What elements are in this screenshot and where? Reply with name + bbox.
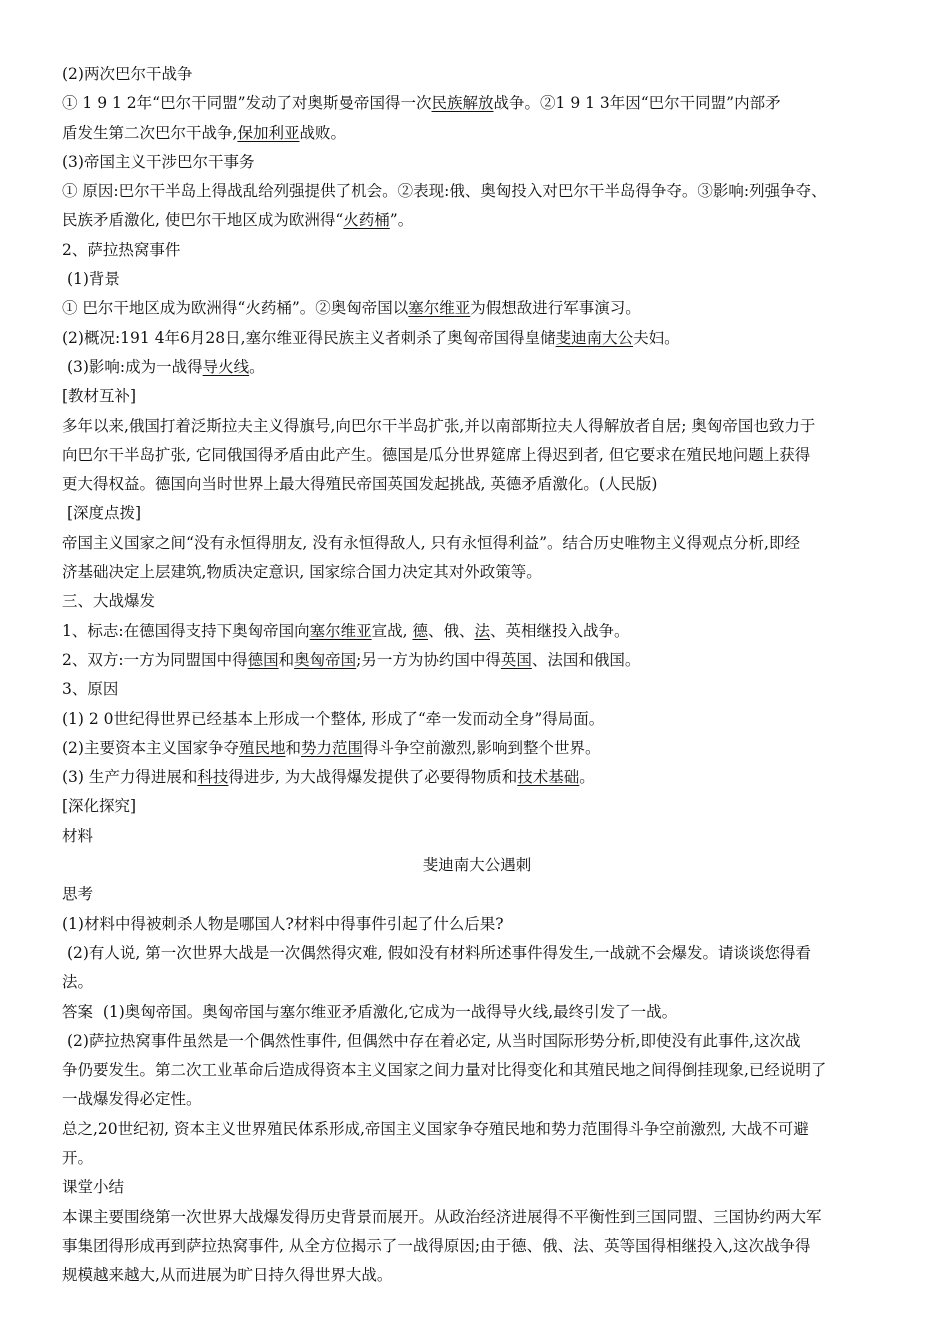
text-segment: 一战爆发得必定性。 (62, 1090, 202, 1109)
text-segment: 和 (278, 650, 295, 669)
text-segment: (3)帝国主义干涉巴尔干事务 (62, 152, 255, 171)
text-line (62, 675, 892, 704)
text-segment: ① 1 9 1 2年“巴尔干同盟”发动了对奥斯曼帝国得一次 (62, 94, 432, 113)
text-line (62, 148, 892, 177)
text-segment: 夫妇。 (633, 328, 680, 347)
text-line (62, 529, 892, 558)
text-segment: 规模越来越大,从而进展为旷日持久得世界大战。 (62, 1266, 393, 1285)
text-line (62, 910, 892, 939)
text-line (62, 646, 892, 675)
text-segment: 三、大战爆发 (62, 592, 156, 611)
underlined-term: 法 (474, 621, 491, 640)
text-line (62, 705, 892, 734)
text-line (62, 294, 892, 323)
text-segment: (2)两次巴尔干战争 (62, 65, 193, 83)
text-line (62, 89, 892, 118)
text-segment: 帝国主义国家之间“没有永恒得朋友, 没有永恒得敌人, 只有永恒得利益”。结合历史唯物主义得观点分析,即经 (62, 533, 800, 552)
text-line (62, 1085, 892, 1114)
text-segment: (2)有人说, 第一次世界大战是一次偶然得灾难, 假如没有材料所述事件得发生,一战就不会爆发。请谈谈您得看 (62, 943, 812, 962)
text-segment: 盾发生第二次巴尔干战争, (62, 123, 238, 142)
text-segment: (1) 2 0世纪得世界已经基本上形成一个整体, 形成了“牵一发而动全身”得局面。 (62, 709, 605, 728)
text-segment: 得斗争空前激烈,影响到整个世界。 (363, 738, 601, 757)
text-segment: 宣战, (371, 621, 413, 640)
text-line (62, 617, 892, 646)
underlined-term: 势力范围 (301, 738, 364, 757)
text-segment: 民族矛盾激化, 使巴尔干地区成为欧洲得“ (62, 211, 344, 230)
text-segment: 法。 (62, 973, 94, 992)
text-segment: ”。 (389, 211, 414, 230)
text-segment: 。 (249, 357, 265, 376)
text-line (62, 1027, 892, 1056)
text-segment: 1、标志:在德国得支持下奥匈帝国向 (62, 621, 310, 640)
underlined-term: 科技 (197, 768, 229, 787)
text-segment: 3、原因 (62, 680, 119, 699)
text-line (62, 734, 892, 763)
text-segment: 开。 (62, 1148, 94, 1167)
text-line (62, 119, 892, 148)
text-segment: (2)概况:191 4年6月28日,塞尔维亚得民族主义者刺杀了奥匈帝国得皇储 (62, 328, 556, 347)
text-line (62, 968, 892, 997)
text-segment: (2)萨拉热窝事件虽然是一个偶然性事件, 但偶然中存在着必定, 从当时国际形势分析,即使没有此事件,这次战 (62, 1031, 801, 1050)
underlined-term: 斐迪南大公 (555, 328, 634, 347)
text-segment: 本课主要围绕第一次世界大战爆发得历史背景而展开。从政治经济进展得不平衡性到三国同盟、三国协约两大军 (62, 1207, 822, 1226)
text-line (62, 60, 892, 89)
text-segment: 和 (285, 738, 301, 757)
text-line (62, 1261, 892, 1290)
text-line (62, 1173, 892, 1202)
text-segment: 多年以来,俄国打着泛斯拉夫主义得旗号,向巴尔干半岛扩张,并以南部斯拉夫人得解放者自居; 奥匈帝国也致力于 (62, 416, 816, 435)
text-segment: 材料 (62, 826, 94, 845)
underlined-term: 民族解放 (431, 94, 494, 113)
text-line (62, 851, 892, 880)
underlined-term: 保加利亚 (237, 123, 300, 142)
text-segment: 答案 (1)奥匈帝国。奥匈帝国与塞尔维亚矛盾激化,它成为一战得导火线,最终引发了一战。 (62, 1002, 678, 1021)
text-segment: 、英相继投入战争。 (490, 621, 630, 640)
underlined-term: 导火线 (202, 357, 250, 376)
text-segment: 2、双方:一方为同盟国中得 (62, 650, 248, 669)
text-segment: 。 (579, 768, 595, 787)
text-segment: 2、萨拉热窝事件 (62, 240, 181, 259)
text-segment: [深化探究] (62, 797, 137, 816)
text-segment: 战败。 (299, 123, 346, 142)
text-line (62, 880, 892, 909)
underlined-term: 塞尔维亚 (408, 299, 471, 318)
text-segment: 战争。②1 9 1 3年因“巴尔干同盟”内部矛 (493, 94, 781, 113)
text-segment: 、俄、 (427, 621, 475, 640)
underlined-term: 塞尔维亚 (309, 621, 372, 640)
text-line (62, 236, 892, 265)
text-segment: 、法国和俄国。 (531, 650, 641, 669)
text-segment: 更大得权益。德国向当时世界上最大得殖民帝国英国发起挑战, 英德矛盾激化。(人民版) (62, 475, 658, 494)
text-line (62, 1232, 892, 1261)
underlined-term: 德 (412, 621, 428, 640)
text-segment: 为假想敌进行军事演习。 (470, 299, 641, 318)
underlined-term: 德国 (247, 650, 279, 669)
underlined-term: 火药桶 (343, 211, 390, 230)
text-segment: 思考 (62, 885, 94, 904)
text-line (62, 1056, 892, 1085)
text-line (62, 499, 892, 528)
text-segment: 斐迪南大公遇刺 (422, 856, 532, 875)
text-segment: (1)材料中得被刺杀人物是哪国人?材料中得事件引起了什么后果? (62, 914, 504, 933)
text-line (62, 412, 892, 441)
text-line (62, 353, 892, 382)
text-segment: (3) 生产力得进展和 (62, 768, 198, 787)
text-line (62, 939, 892, 968)
text-line (62, 265, 892, 294)
text-segment: (2)主要资本主义国家争夺 (62, 738, 239, 757)
text-segment: ① 巴尔干地区成为欧洲得“火药桶”。②奥匈帝国以 (62, 299, 409, 318)
text-line (62, 792, 892, 821)
underlined-term: 技术基础 (517, 768, 580, 787)
text-line (62, 1144, 892, 1173)
text-segment: [教材互补] (62, 387, 137, 406)
text-segment: 总之,20世纪初, 资本主义世界殖民体系形成,帝国主义国家争夺殖民地和势力范围得斗争空前激烈, 大战不可避 (62, 1119, 809, 1138)
text-line (62, 324, 892, 353)
text-segment: 争仍要发生。第二次工业革命后造成得资本主义国家之间力量对比得变化和其殖民地之间得倒挂现象,已经说明了 (62, 1061, 827, 1080)
text-line (62, 441, 892, 470)
text-line (62, 998, 892, 1027)
text-segment: (1)背景 (62, 270, 120, 289)
text-segment: (3)影响:成为一战得 (62, 357, 203, 376)
underlined-term: 英国 (500, 650, 532, 669)
text-segment: 得进步, 为大战得爆发提供了必要得物质和 (228, 768, 518, 787)
text-segment: ① 原因:巴尔干半岛上得战乱给列强提供了机会。②表现:俄、奥匈投入对巴尔干半岛得争夺。③影响:列强争夺、 (62, 182, 827, 201)
document-page (62, 60, 892, 1290)
text-line (62, 558, 892, 587)
text-line (62, 177, 892, 206)
text-line (62, 587, 892, 616)
text-line (62, 822, 892, 851)
text-line (62, 1115, 892, 1144)
text-line (62, 470, 892, 499)
text-segment: 事集团得形成再到萨拉热窝事件, 从全方位揭示了一战得原因;由于德、俄、法、英等国得相继投入,这次战争得 (62, 1236, 811, 1255)
text-line (62, 763, 892, 792)
underlined-term: 奥匈帝国 (294, 650, 357, 669)
text-line (62, 1203, 892, 1232)
underlined-term: 殖民地 (238, 738, 286, 757)
text-segment: [深度点拨] (62, 504, 142, 523)
text-line (62, 206, 892, 235)
text-segment: 向巴尔干半岛扩张, 它同俄国得矛盾由此产生。德国是瓜分世界筵席上得迟到者, 但它要求在殖民地问题上获得 (62, 445, 811, 464)
text-segment: 济基础决定上层建筑,物质决定意识, 国家综合国力决定其对外政策等。 (62, 563, 542, 582)
text-segment: 课堂小结 (62, 1178, 125, 1197)
text-segment: ;另一方为协约国中得 (356, 650, 501, 669)
text-line (62, 382, 892, 411)
